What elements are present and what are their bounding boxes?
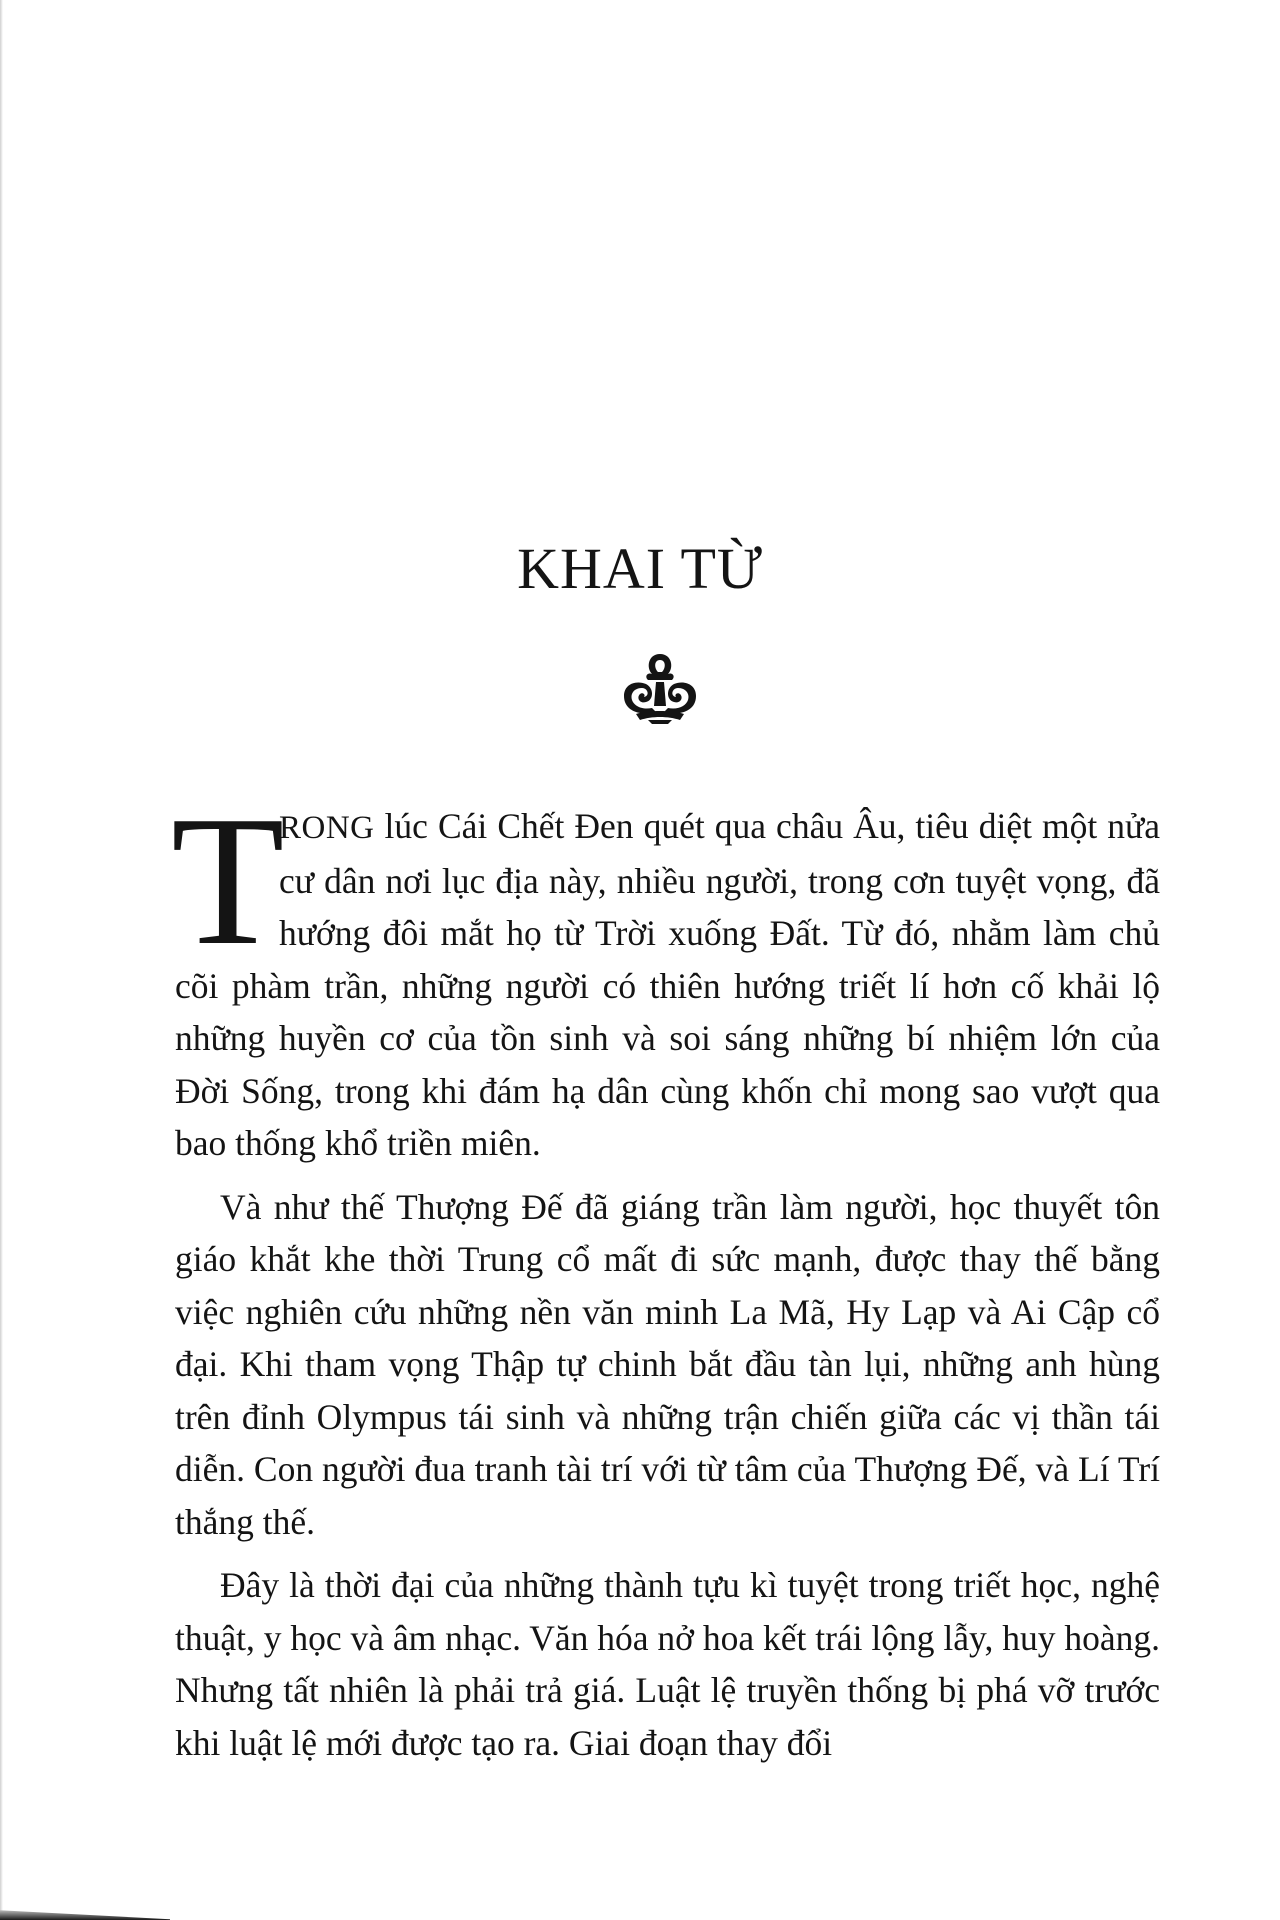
page-edge-shadow (0, 1906, 170, 1920)
paragraph-1-text: lúc Cái Chết Đen quét qua châu Âu, tiêu diệt một nửa cư dân nơi lục địa này, nhiều người, trong cơn tuyệt vọng, đã hướng đôi mắt họ từ Trời xuống Đất. Từ đó, nhằm làm chủ cõi phàm trần, những người có thiên hướng triết lí hơn cố khải lộ những huyền cơ của tồn sinh và soi sáng những bí nhiệm lớn của Đời Sống, trong khi đám hạ dân cùng khốn chỉ mong sao vượt qua bao thống khổ triền miên. (175, 806, 1160, 1163)
chapter-body (171, 778, 1160, 1769)
binding-shadow (0, 0, 3, 1920)
paragraph-1 (171, 778, 1160, 1170)
floral-fleuron-icon (618, 650, 702, 724)
chapter-title: KHAI TỪ (517, 536, 763, 601)
lead-in-caps: RONG (279, 810, 375, 846)
drop-cap: T (171, 778, 285, 984)
paragraph-2: Và như thế Thượng Đế đã giáng trần làm người, học thuyết tôn giáo khắt khe thời Trung cổ mất đi sức mạnh, được thay thế bằng việc nghiên cứu những nền văn minh La Mã, Hy Lạp và Ai Cập cổ đại. Khi tham vọng Thập tự chinh bắt đầu tàn lụi, những anh hùng trên đỉnh Olympus tái sinh và những trận chiến giữa các vị thần tái diễn. Con người đua tranh tài trí với từ tâm của Thượng Đế, và Lí Trí thắng thế. (175, 1186, 1160, 1542)
paragraph-3: Đây là thời đại của những thành tựu kì tuyệt trong triết học, nghệ thuật, y học và âm nhạc. Văn hóa nở hoa kết trái lộng lẫy, huy hoàng. Nhưng tất nhiên là phải trả giá. Luật lệ truyền thống bị phá vỡ trước khi luật lệ mới được tạo ra. Giai đoạn thay đổi (175, 1565, 1160, 1763)
